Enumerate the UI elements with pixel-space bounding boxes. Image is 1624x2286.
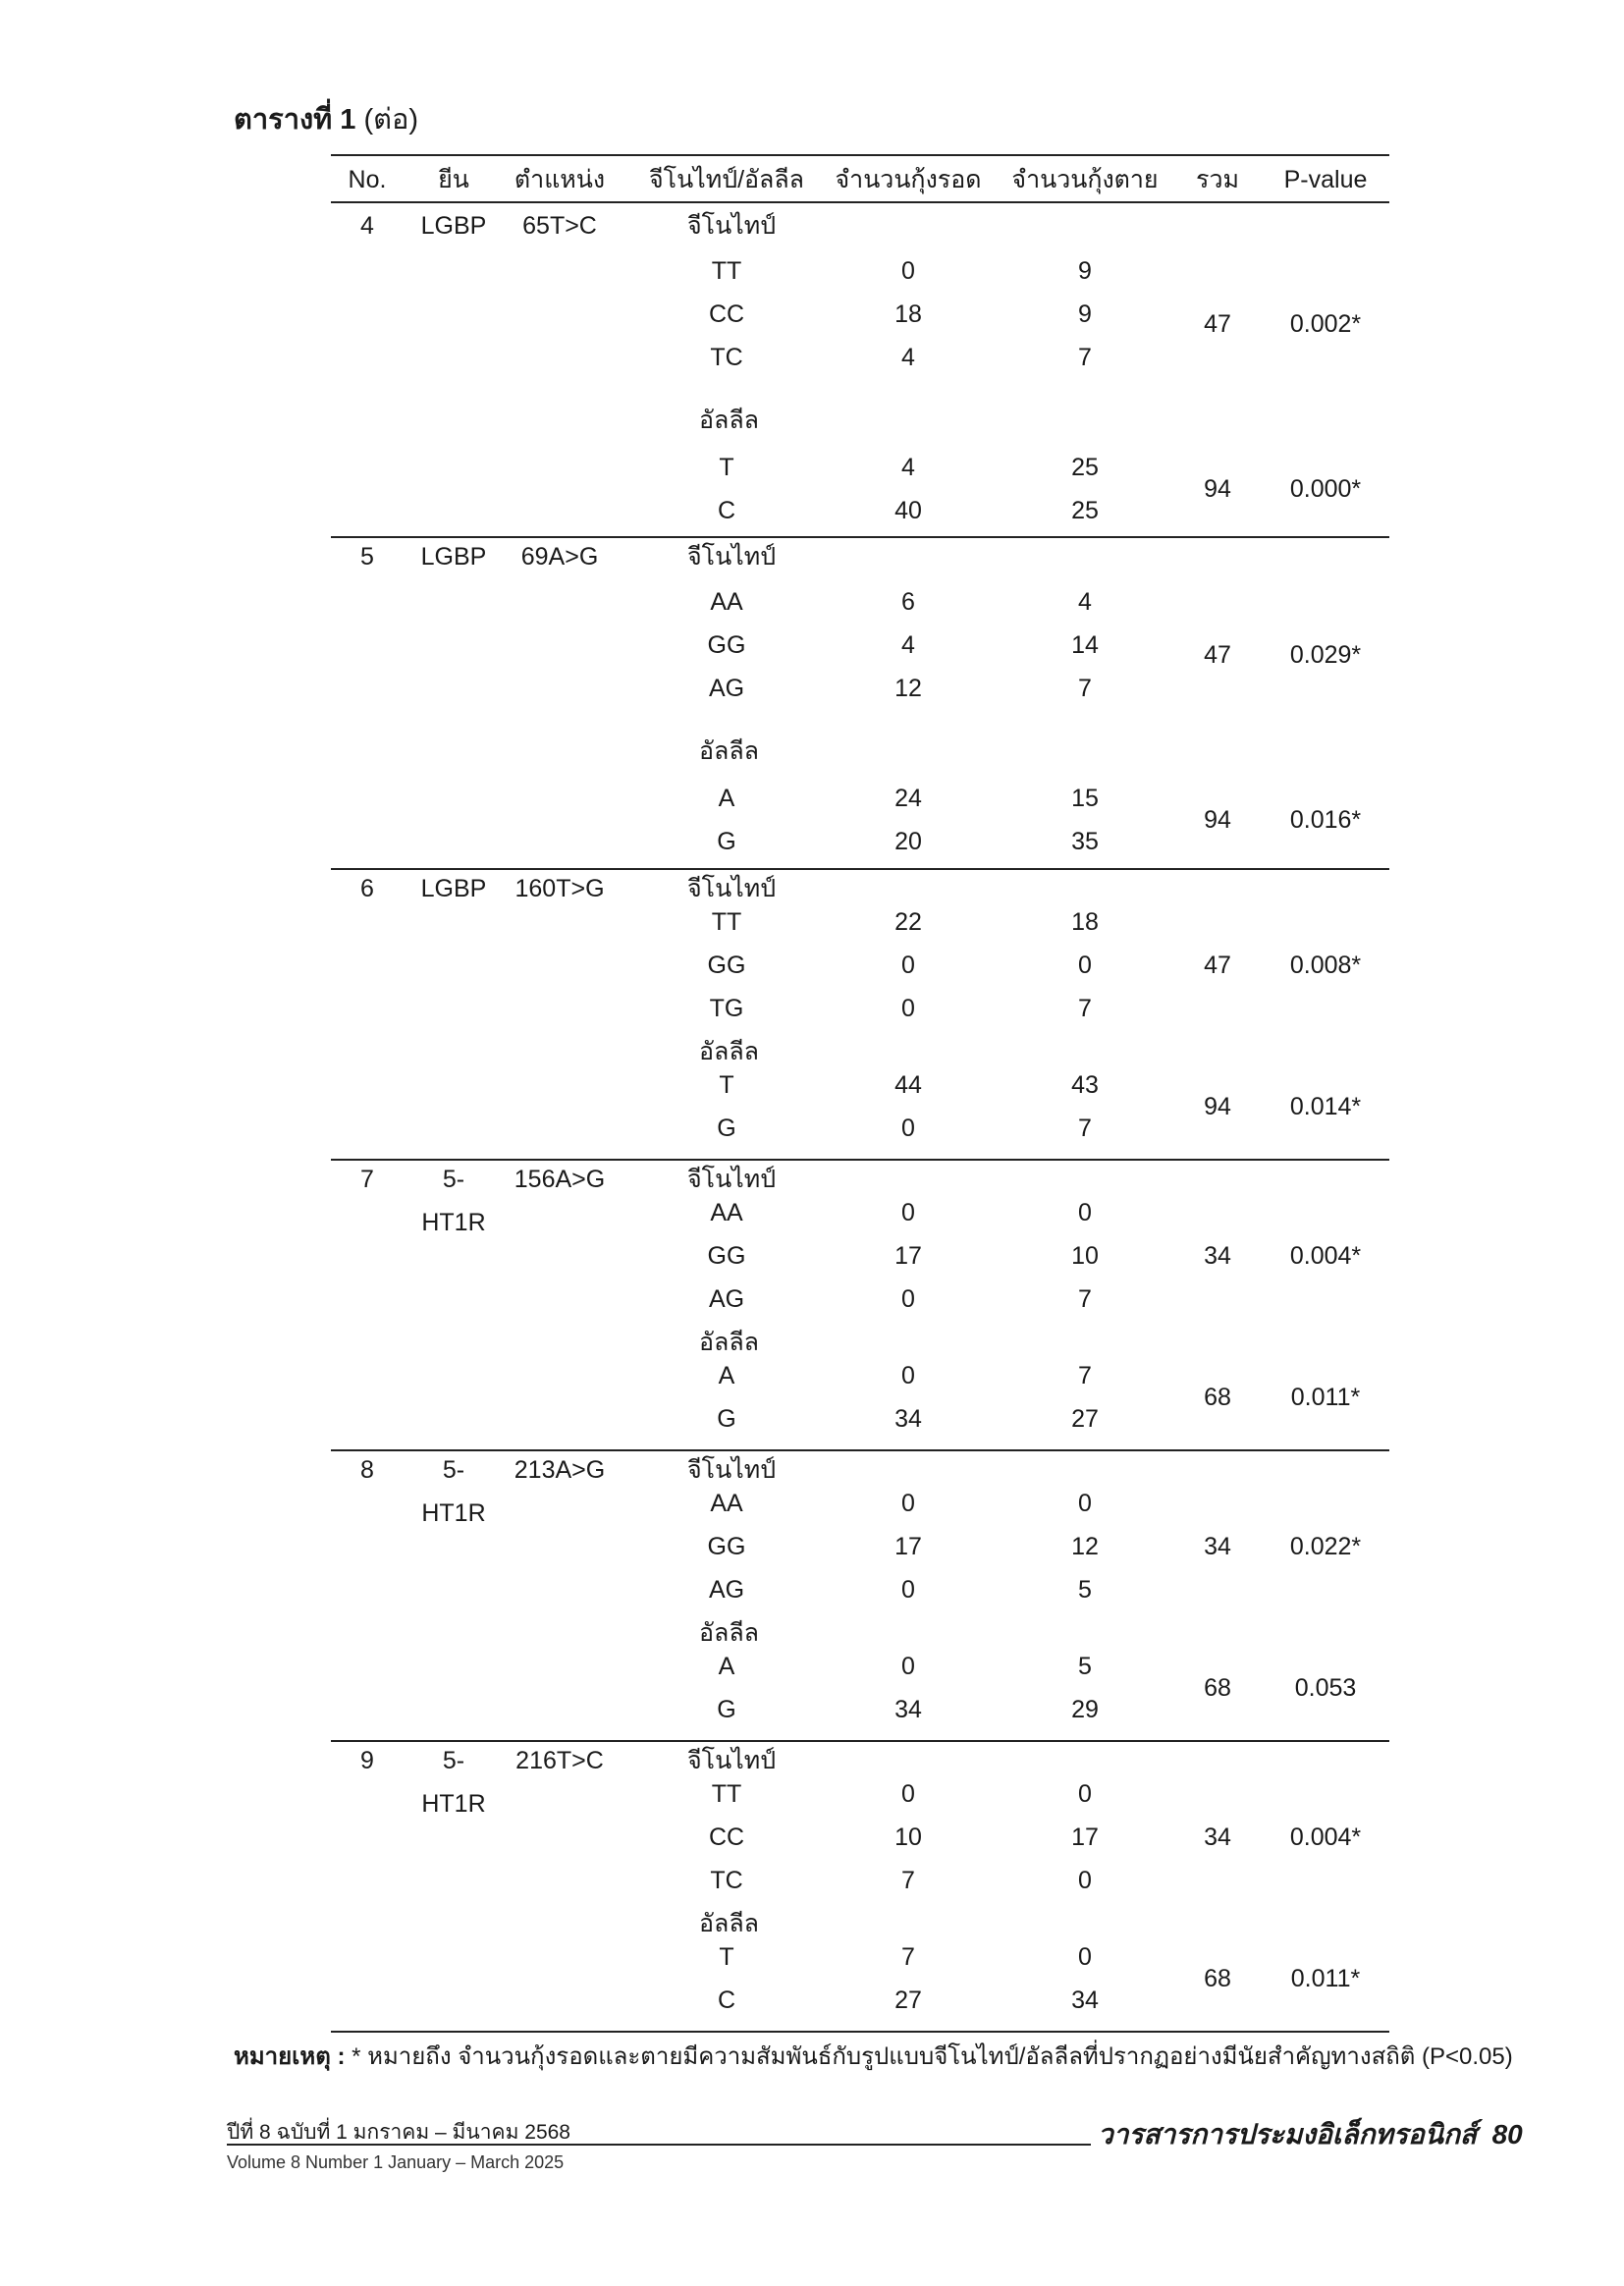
genotype: CC <box>708 1823 745 1851</box>
genotype-label: จีโนไทป์ <box>687 543 777 571</box>
survived-count: 17 <box>894 1242 922 1270</box>
allele-total: 94 <box>1204 475 1231 503</box>
genotype-total: 34 <box>1204 1823 1231 1851</box>
group-divider-rule <box>331 868 1389 870</box>
footer-journal-name: วารสารการประมงอิเล็กทรอนิกส์ <box>1098 2119 1478 2150</box>
genotype: GG <box>707 952 746 979</box>
genotype-label: จีโนไทป์ <box>687 1747 777 1774</box>
dead-count: 14 <box>1071 631 1099 659</box>
survived-count: 4 <box>901 631 915 659</box>
allele-total: 68 <box>1204 1384 1231 1411</box>
survived-count: 7 <box>901 1943 915 1971</box>
dead-count: 25 <box>1071 497 1099 524</box>
header-cell: จีโนไทป์/อัลลีล <box>648 166 805 193</box>
dead-count: 12 <box>1071 1533 1099 1560</box>
dead-count: 29 <box>1071 1696 1099 1723</box>
genotype-p-value: 0.004* <box>1289 1242 1362 1270</box>
allele-total: 94 <box>1204 806 1231 834</box>
allele: A <box>718 785 735 812</box>
allele-p-value: 0.011* <box>1290 1965 1361 1992</box>
survived-count: 0 <box>901 952 915 979</box>
dead-count: 34 <box>1071 1987 1099 2014</box>
group-no: 4 <box>360 212 374 240</box>
genotype: GG <box>707 1242 746 1270</box>
allele: G <box>717 1405 736 1433</box>
survived-count: 24 <box>894 785 922 812</box>
dead-count: 9 <box>1078 300 1092 328</box>
genotype-label: จีโนไทป์ <box>687 1166 777 1193</box>
survived-count: 0 <box>901 995 915 1022</box>
group-no: 8 <box>360 1456 374 1484</box>
table-caption-rest: (ต่อ) <box>355 104 419 136</box>
dead-count: 0 <box>1078 1490 1092 1517</box>
genotype-label: จีโนไทป์ <box>687 875 777 902</box>
genotype: AA <box>710 1199 743 1226</box>
dead-count: 18 <box>1071 908 1099 936</box>
allele-label: อัลลีล <box>699 1329 759 1356</box>
allele-total: 68 <box>1204 1965 1231 1992</box>
group-divider-rule <box>331 1449 1389 1451</box>
group-divider-rule <box>331 1159 1389 1161</box>
genotype-p-value: 0.029* <box>1289 641 1362 669</box>
survived-count: 4 <box>901 454 915 481</box>
header-cell: No. <box>348 166 387 193</box>
survived-count: 7 <box>901 1867 915 1894</box>
dead-count: 27 <box>1071 1405 1099 1433</box>
genotype-p-value: 0.022* <box>1289 1533 1362 1560</box>
genotype: TT <box>711 1780 742 1808</box>
allele: T <box>719 1943 734 1971</box>
group-divider-rule <box>331 1740 1389 1742</box>
survived-count: 17 <box>894 1533 922 1560</box>
allele: A <box>718 1362 735 1389</box>
table-top-rule <box>331 154 1389 156</box>
dead-count: 10 <box>1071 1242 1099 1270</box>
snp-position: 156A>G <box>514 1166 606 1193</box>
genotype-p-value: 0.002* <box>1289 310 1362 338</box>
survived-count: 10 <box>894 1823 922 1851</box>
allele-p-value: 0.011* <box>1290 1384 1361 1411</box>
snp-position: 160T>G <box>514 875 605 902</box>
allele-label: อัลลีล <box>699 1038 759 1065</box>
allele: T <box>719 1071 734 1099</box>
genotype-label: จีโนไทป์ <box>687 212 777 240</box>
allele-label: อัลลีล <box>699 737 759 765</box>
group-no: 5 <box>360 543 374 571</box>
genotype-total: 47 <box>1204 952 1231 979</box>
snp-position: 65T>C <box>522 212 597 240</box>
genotype: GG <box>707 1533 746 1560</box>
genotype: AG <box>708 1576 745 1604</box>
allele-label: อัลลีล <box>699 1619 759 1647</box>
footer-issue-en: Volume 8 Number 1 January – March 2025 <box>227 2152 565 2172</box>
survived-count: 20 <box>894 828 922 855</box>
gene-name: 5- <box>442 1747 465 1774</box>
survived-count: 12 <box>894 675 922 702</box>
genotype: TG <box>709 995 744 1022</box>
survived-count: 40 <box>894 497 922 524</box>
allele-label: อัลลีล <box>699 1910 759 1937</box>
page-number: 80 <box>1491 2119 1523 2150</box>
gene-name: 5- <box>442 1166 465 1193</box>
allele: C <box>717 497 736 524</box>
allele-total: 68 <box>1204 1674 1231 1702</box>
footer-issue: ปีที่ 8 ฉบับที่ 1 มกราคม – มีนาคม 2568 <box>227 2121 570 2144</box>
dead-count: 17 <box>1071 1823 1099 1851</box>
survived-count: 0 <box>901 1285 915 1313</box>
genotype-label: จีโนไทป์ <box>687 1456 777 1484</box>
dead-count: 7 <box>1078 344 1092 371</box>
survived-count: 22 <box>894 908 922 936</box>
allele-p-value: 0.000* <box>1289 475 1362 503</box>
table-note-text: * หมายถึง จำนวนกุ้งรอดและตายมีความสัมพันธ์กับรูปแบบจีโนไทป์/อัลลีลที่ปรากฏอย่างมีนัยสำคัญทางสถิติ (P<0.05) <box>345 2043 1513 2070</box>
genotype: AA <box>710 588 743 616</box>
dead-count: 7 <box>1078 675 1092 702</box>
genotype-total: 47 <box>1204 641 1231 669</box>
group-no: 9 <box>360 1747 374 1774</box>
gene-name: LGBP <box>420 543 487 571</box>
dead-count: 4 <box>1078 588 1092 616</box>
dead-count: 7 <box>1078 1362 1092 1389</box>
group-divider-rule <box>331 2031 1389 2033</box>
dead-count: 0 <box>1078 1199 1092 1226</box>
dead-count: 0 <box>1078 952 1092 979</box>
genotype: CC <box>708 300 745 328</box>
survived-count: 27 <box>894 1987 922 2014</box>
dead-count: 7 <box>1078 995 1092 1022</box>
genotype-total: 34 <box>1204 1533 1231 1560</box>
genotype: AA <box>710 1490 743 1517</box>
genotype: GG <box>707 631 746 659</box>
allele: G <box>717 828 736 855</box>
genotype: TC <box>710 1867 743 1894</box>
table-caption <box>234 96 418 141</box>
survived-count: 18 <box>894 300 922 328</box>
header-cell: รวม <box>1196 166 1239 193</box>
survived-count: 0 <box>901 1653 915 1680</box>
header-bottom-rule <box>331 201 1389 203</box>
survived-count: 0 <box>901 1362 915 1389</box>
genotype-p-value: 0.004* <box>1289 1823 1362 1851</box>
header-cell: P-value <box>1283 166 1368 193</box>
gene-name: 5- <box>442 1456 465 1484</box>
dead-count: 43 <box>1071 1071 1099 1099</box>
footer-divider <box>227 2144 1091 2146</box>
genotype: TT <box>711 257 742 285</box>
survived-count: 0 <box>901 1490 915 1517</box>
group-divider-rule <box>331 536 1389 538</box>
survived-count: 44 <box>894 1071 922 1099</box>
survived-count: 4 <box>901 344 915 371</box>
genotype-total: 34 <box>1204 1242 1231 1270</box>
allele: C <box>717 1987 736 2014</box>
gene-name: LGBP <box>420 212 487 240</box>
survived-count: 0 <box>901 1115 915 1142</box>
footer-journal <box>1098 2113 1523 2156</box>
allele-p-value: 0.053 <box>1294 1674 1357 1702</box>
survived-count: 0 <box>901 1199 915 1226</box>
allele: G <box>717 1115 736 1142</box>
survived-count: 0 <box>901 1576 915 1604</box>
header-cell: จำนวนกุ้งรอด <box>835 166 982 193</box>
table-note <box>234 2037 1513 2075</box>
dead-count: 5 <box>1078 1576 1092 1604</box>
survived-count: 0 <box>901 257 915 285</box>
allele: T <box>719 454 734 481</box>
dead-count: 25 <box>1071 454 1099 481</box>
gene-name: HT1R <box>421 1790 486 1818</box>
dead-count: 0 <box>1078 1943 1092 1971</box>
dead-count: 7 <box>1078 1285 1092 1313</box>
group-no: 7 <box>360 1166 374 1193</box>
genotype-p-value: 0.008* <box>1289 952 1362 979</box>
survived-count: 34 <box>894 1405 922 1433</box>
survived-count: 0 <box>901 1780 915 1808</box>
genotype: AG <box>708 1285 745 1313</box>
group-no: 6 <box>360 875 374 902</box>
gene-name: HT1R <box>421 1499 486 1527</box>
table-note-label: หมายเหตุ : <box>234 2043 346 2070</box>
table-caption-bold: ตารางที่ 1 <box>234 104 356 136</box>
survived-count: 34 <box>894 1696 922 1723</box>
dead-count: 7 <box>1078 1115 1092 1142</box>
survived-count: 6 <box>901 588 915 616</box>
allele-p-value: 0.014* <box>1289 1093 1362 1120</box>
allele-p-value: 0.016* <box>1289 806 1362 834</box>
dead-count: 35 <box>1071 828 1099 855</box>
header-cell: ตำแหน่ง <box>514 166 606 193</box>
header-cell: จำนวนกุ้งตาย <box>1011 166 1159 193</box>
genotype: TC <box>710 344 743 371</box>
genotype: AG <box>708 675 745 702</box>
gene-name: HT1R <box>421 1209 486 1236</box>
allele-total: 94 <box>1204 1093 1231 1120</box>
dead-count: 5 <box>1078 1653 1092 1680</box>
gene-name: LGBP <box>420 875 487 902</box>
allele: A <box>718 1653 735 1680</box>
snp-position: 213A>G <box>514 1456 606 1484</box>
genotype: TT <box>711 908 742 936</box>
snp-position: 69A>G <box>520 543 599 571</box>
header-cell: ยีน <box>438 166 469 193</box>
allele: G <box>717 1696 736 1723</box>
dead-count: 9 <box>1078 257 1092 285</box>
genotype-total: 47 <box>1204 310 1231 338</box>
snp-position: 216T>C <box>515 1747 604 1774</box>
dead-count: 15 <box>1071 785 1099 812</box>
dead-count: 0 <box>1078 1867 1092 1894</box>
dead-count: 0 <box>1078 1780 1092 1808</box>
allele-label: อัลลีล <box>699 407 759 434</box>
